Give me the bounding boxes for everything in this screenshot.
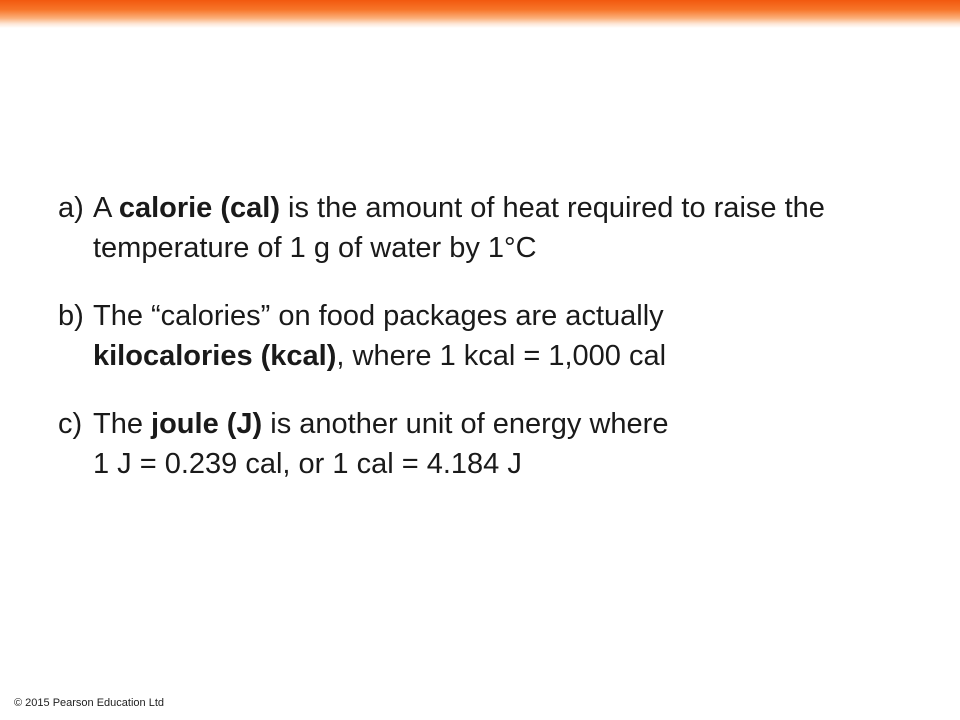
list-marker: b): [58, 300, 84, 332]
list-item-a: [58, 188, 938, 268]
text-run: The: [93, 408, 152, 440]
slide-body: [58, 188, 938, 512]
bold-term: kilocalories (kcal): [93, 340, 337, 372]
list-item-c: [58, 404, 938, 484]
list-item-text: [93, 296, 938, 376]
bold-term: calorie (cal): [118, 192, 280, 224]
top-accent-bar: [0, 0, 960, 28]
list-item-text: [93, 188, 938, 268]
text-run: The “calories” on food packages are actually: [93, 300, 664, 332]
text-run: , where 1 kcal = 1,000 cal: [336, 340, 667, 372]
list-item-b: [58, 296, 938, 376]
list-marker: c): [58, 408, 83, 440]
list-marker: a): [58, 192, 84, 224]
list-item-text: [93, 404, 938, 484]
copyright-footer: © 2015 Pearson Education Ltd: [14, 697, 164, 709]
text-run: 1 J = 0.239 cal, or 1 cal = 4.184 J: [93, 448, 522, 480]
text-run: A: [93, 192, 119, 224]
text-run: is another unit of energy where: [262, 408, 669, 440]
bold-term: joule (J): [151, 408, 263, 440]
text-run: is the amount of heat required to raise the temperature of 1 g of water by 1°C: [93, 192, 825, 264]
